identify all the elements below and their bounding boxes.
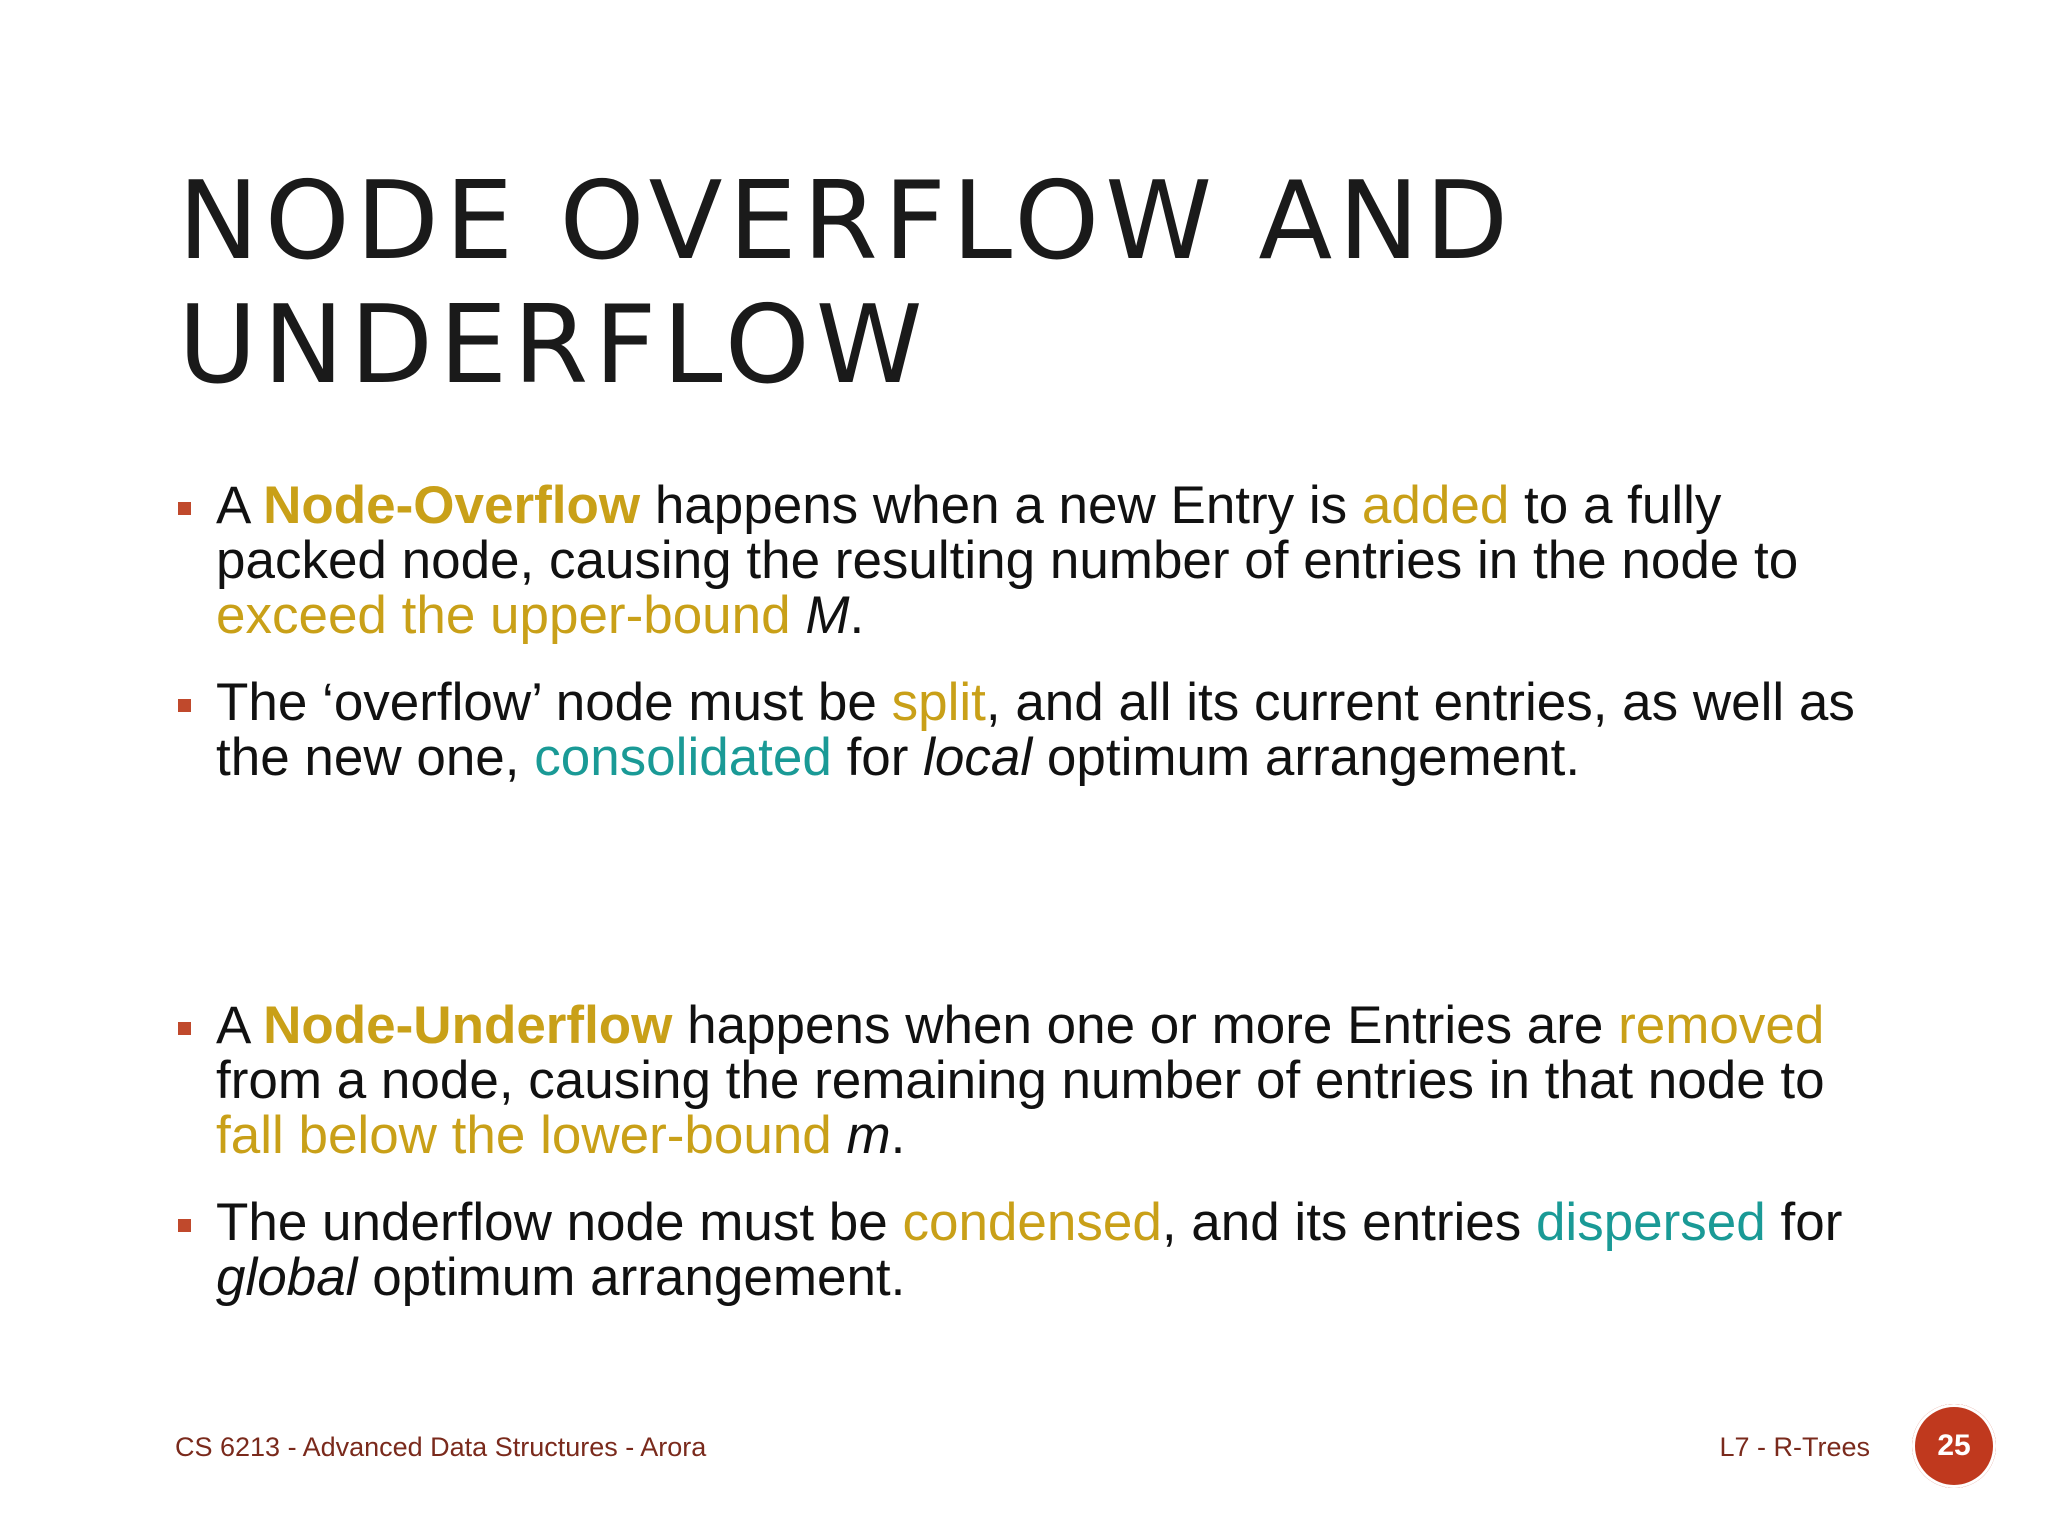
highlight-consolidated: consolidated	[534, 728, 832, 787]
highlight-split: split	[891, 673, 986, 732]
bullet-text: happens when a new Entry is	[640, 476, 1362, 535]
bullet-text: A	[216, 476, 264, 535]
term-node-underflow: Node-Underflow	[263, 996, 673, 1055]
highlight-dispersed: dispersed	[1535, 1193, 1766, 1252]
term-node-overflow: Node-Overflow	[263, 476, 641, 535]
footer-course: CS 6213 - Advanced Data Structures - Arora	[175, 1432, 707, 1462]
bullet-text: .	[849, 586, 865, 645]
square-bullet-icon	[178, 1219, 191, 1232]
square-bullet-icon	[178, 502, 191, 515]
highlight-fall-below-lower-bound: fall below the lower-bound	[216, 1106, 832, 1165]
emphasis-local: local	[923, 728, 1033, 787]
bullet-text: optimum arrangement.	[357, 1248, 906, 1307]
bullet-text	[832, 1106, 847, 1165]
bullet-underflow-definition	[178, 998, 1898, 1163]
bullet-text: for	[1765, 1193, 1843, 1252]
highlight-added: added	[1361, 476, 1510, 535]
square-bullet-icon	[178, 699, 191, 712]
bullet-list-overflow	[178, 478, 1898, 817]
highlight-removed: removed	[1618, 996, 1825, 1055]
bullet-overflow-split	[178, 675, 1898, 785]
page-number: 25	[1937, 1429, 1971, 1462]
title-line-1: NODE OVERFLOW AND	[178, 159, 1515, 284]
highlight-condensed: condensed	[902, 1193, 1162, 1252]
bullet-text: , and its entries	[1161, 1193, 1536, 1252]
bullet-text: The underflow node must be	[216, 1193, 903, 1252]
bullet-text: , and all its current entries, as well as the new one,	[216, 673, 1855, 787]
bullet-text: to a fully packed node, causing the resulting number of entries in the node to	[216, 476, 1799, 590]
bullet-text: from a node, causing the remaining number of entries in that node to	[216, 1051, 1825, 1110]
bullet-text	[791, 586, 806, 645]
variable-upper-bound: M	[805, 586, 850, 645]
bullet-underflow-condense	[178, 1195, 1898, 1305]
page-number-badge	[1912, 1404, 1996, 1488]
footer-lecture-label: L7 - R-Trees	[1719, 1432, 1870, 1462]
bullet-overflow-definition	[178, 478, 1898, 643]
slide-title	[178, 160, 1778, 408]
variable-lower-bound: m	[846, 1106, 891, 1165]
bullet-text: A	[216, 996, 264, 1055]
bullet-text: happens when one or more Entries are	[672, 996, 1619, 1055]
title-line-2: UNDERFLOW	[178, 283, 929, 408]
highlight-exceed-upper-bound: exceed the upper-bound	[216, 586, 791, 645]
bullet-text: optimum arrangement.	[1032, 728, 1581, 787]
bullet-text: The ‘overflow’ node must be	[216, 673, 892, 732]
bullet-text: for	[831, 728, 924, 787]
bullet-list-underflow	[178, 998, 1898, 1337]
footer-lecture	[1719, 1432, 1870, 1463]
square-bullet-icon	[178, 1022, 191, 1035]
bullet-text: .	[890, 1106, 906, 1165]
emphasis-global: global	[216, 1248, 358, 1307]
